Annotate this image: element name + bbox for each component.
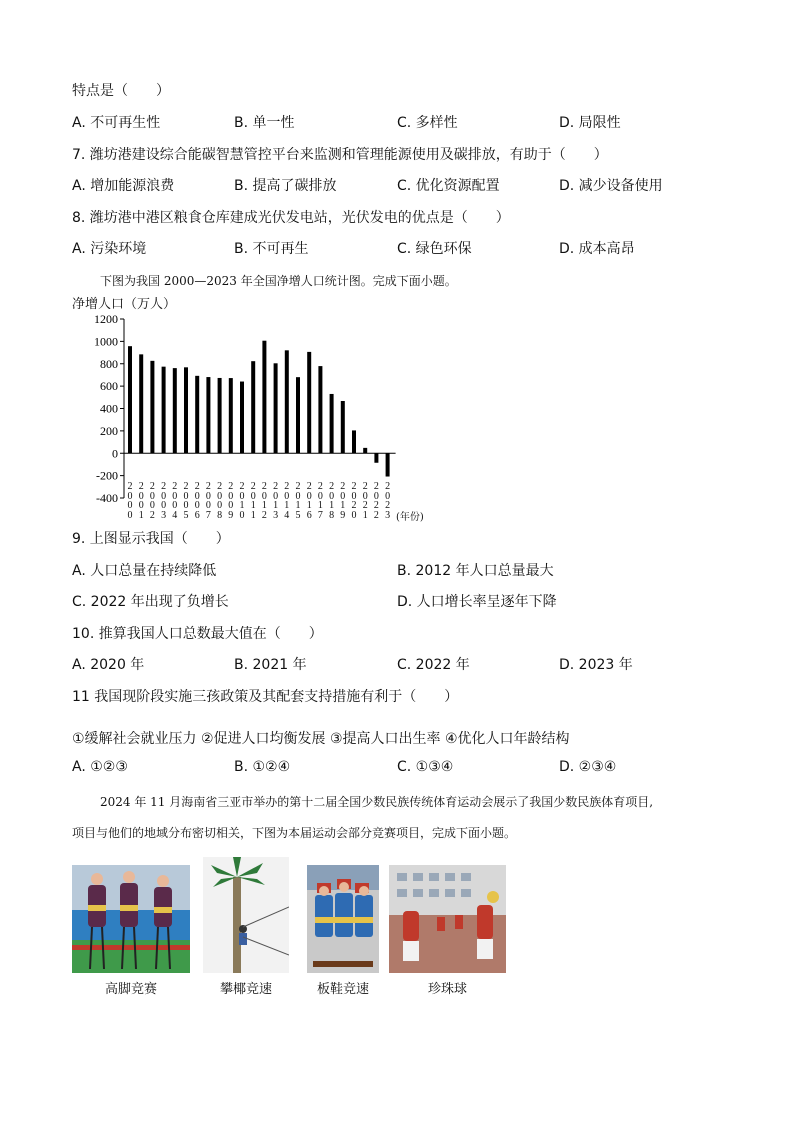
year-label-digit: 2 bbox=[172, 481, 178, 492]
y-tick-label: 1200 bbox=[94, 312, 118, 326]
year-label-digit: 0 bbox=[172, 490, 178, 502]
year-label-digit: 0 bbox=[351, 509, 357, 521]
year-label-digit: 2 bbox=[183, 481, 189, 492]
year-label-digit: 0 bbox=[127, 509, 133, 521]
year-label-digit: 2 bbox=[261, 509, 267, 521]
year-label-digit: 6 bbox=[306, 509, 312, 521]
year-label-digit: 2 bbox=[250, 481, 256, 492]
year-label-digit: 2 bbox=[194, 481, 200, 492]
year-label-digit: 1 bbox=[261, 500, 267, 511]
year-label-digit: 0 bbox=[273, 490, 279, 502]
q8-option-a: A. 污染环境 bbox=[72, 241, 147, 257]
year-label-digit: 0 bbox=[205, 490, 211, 502]
y-tick-label: -200 bbox=[96, 468, 118, 483]
bar-2021 bbox=[363, 448, 367, 453]
year-label-digit: 1 bbox=[317, 500, 323, 511]
bar-2007 bbox=[206, 377, 210, 453]
q11-option-a: A. ①②③ bbox=[72, 759, 128, 775]
year-label-digit: 4 bbox=[172, 509, 178, 521]
year-label-digit: 9 bbox=[228, 509, 234, 521]
q6-stem: 特点是（ ） bbox=[72, 83, 170, 99]
year-label-digit: 2 bbox=[329, 481, 335, 492]
year-label-digit: 0 bbox=[183, 490, 189, 502]
year-label-digit: 0 bbox=[149, 500, 155, 511]
year-label-digit: 2 bbox=[306, 481, 312, 492]
year-label-digit: 3 bbox=[161, 509, 167, 521]
photo-caption-2: 攀椰竞速 bbox=[219, 982, 272, 997]
year-label-digit: 0 bbox=[217, 500, 223, 511]
photo-board-shoe-race bbox=[307, 865, 379, 973]
q11-option-b: B. ①②④ bbox=[234, 759, 291, 775]
year-label-digit: 5 bbox=[295, 509, 301, 521]
year-label-digit: 0 bbox=[317, 490, 323, 502]
year-label-digit: 3 bbox=[385, 509, 391, 521]
q10-option-d: D. 2023 年 bbox=[559, 657, 633, 673]
y-tick-label: 200 bbox=[100, 423, 118, 438]
year-label-digit: 2 bbox=[295, 481, 301, 492]
year-label-digit: 2 bbox=[385, 481, 391, 492]
year-label-digit: 6 bbox=[194, 509, 200, 521]
year-label-digit: 2 bbox=[205, 481, 211, 492]
bar-2004 bbox=[173, 368, 177, 453]
year-label-digit: 0 bbox=[194, 490, 200, 502]
year-label-digit: 0 bbox=[329, 490, 335, 502]
bar-2002 bbox=[150, 361, 154, 453]
bar-2014 bbox=[285, 350, 289, 453]
year-label-digit: 2 bbox=[284, 481, 290, 492]
year-label-digit: 0 bbox=[295, 490, 301, 502]
year-label-digit: 2 bbox=[228, 481, 234, 492]
year-label-digit: 2 bbox=[149, 509, 155, 521]
q7-option-d: D. 减少设备使用 bbox=[559, 178, 663, 194]
year-label-digit: 0 bbox=[183, 500, 189, 511]
q6-option-a: A. 不可再生性 bbox=[72, 115, 161, 131]
bar-2023 bbox=[386, 453, 390, 476]
year-label-digit: 2 bbox=[261, 481, 267, 492]
q8-option-c: C. 绿色环保 bbox=[397, 241, 472, 257]
year-label-digit: 0 bbox=[138, 500, 144, 511]
bar-2001 bbox=[139, 354, 143, 453]
year-label-digit: 9 bbox=[340, 509, 346, 521]
year-label-digit: 5 bbox=[183, 509, 189, 521]
year-label-digit: 1 bbox=[239, 500, 245, 511]
q7-stem: 7. 潍坊港建设综合能碳智慧管控平台来监测和管理能源使用及碳排放，有助于（ ） bbox=[72, 147, 608, 163]
year-label-digit: 2 bbox=[217, 481, 223, 492]
q6-option-c: C. 多样性 bbox=[397, 115, 458, 131]
year-label-digit: 7 bbox=[317, 509, 323, 521]
bar-2019 bbox=[341, 401, 345, 453]
year-label-digit: 2 bbox=[239, 481, 245, 492]
y-tick-label: 1000 bbox=[94, 334, 118, 349]
q9-option-b: B. 2012 年人口总量最大 bbox=[397, 563, 554, 579]
year-label-digit: 1 bbox=[295, 500, 301, 511]
q10-stem: 10. 推算我国人口总数最大值在（ ） bbox=[72, 626, 323, 642]
year-label-digit: 0 bbox=[217, 490, 223, 502]
year-label-digit: 2 bbox=[351, 481, 357, 492]
year-label-digit: 4 bbox=[284, 509, 290, 521]
y-tick-label: -400 bbox=[96, 491, 118, 505]
year-label-digit: 1 bbox=[250, 500, 256, 511]
year-label-digit: 2 bbox=[373, 481, 379, 492]
q9-option-d: D. 人口增长率呈逐年下降 bbox=[397, 594, 557, 610]
y-tick-label: 400 bbox=[100, 401, 118, 416]
bar-2020 bbox=[352, 430, 356, 453]
q10-option-c: C. 2022 年 bbox=[397, 657, 470, 673]
year-label-digit: 2 bbox=[161, 481, 167, 492]
year-label-digit: 0 bbox=[284, 490, 290, 502]
chart-intro: 下图为我国 2000—2023 年全国净增人口统计图。完成下面小题。 bbox=[100, 274, 457, 288]
bar-2010 bbox=[240, 382, 244, 454]
year-label-digit: 2 bbox=[385, 500, 391, 511]
year-label-digit: 1 bbox=[284, 500, 290, 511]
year-label-digit: 1 bbox=[306, 500, 312, 511]
bar-2009 bbox=[229, 378, 233, 453]
year-label-digit: 0 bbox=[239, 509, 245, 521]
year-label-digit: 0 bbox=[161, 500, 167, 511]
year-label-digit: 0 bbox=[149, 490, 155, 502]
q6-option-d: D. 局限性 bbox=[559, 115, 621, 131]
q11-statements: ①缓解社会就业压力 ②促进人口均衡发展 ③提高人口出生率 ④优化人口年龄结构 bbox=[72, 731, 570, 747]
q11-option-d: D. ②③④ bbox=[559, 759, 617, 775]
year-label-digit: 0 bbox=[205, 500, 211, 511]
year-label-digit: 2 bbox=[351, 500, 357, 511]
q8-stem: 8. 潍坊港中港区粮食仓库建成光伏发电站，光伏发电的优点是（ ） bbox=[72, 210, 510, 226]
year-label-digit: 3 bbox=[273, 509, 279, 521]
chart-ylabel: 净增人口（万人） bbox=[72, 297, 177, 312]
year-label-digit: 0 bbox=[385, 490, 391, 502]
year-label-digit: 0 bbox=[250, 490, 256, 502]
year-label-digit: 0 bbox=[127, 490, 133, 502]
bar-2006 bbox=[195, 376, 199, 453]
year-label-digit: 2 bbox=[362, 500, 368, 511]
year-label-digit: 0 bbox=[228, 500, 234, 511]
year-label-digit: 1 bbox=[329, 500, 335, 511]
q7-option-c: C. 优化资源配置 bbox=[397, 178, 500, 194]
year-label-digit: 1 bbox=[340, 500, 346, 511]
year-label-digit: 8 bbox=[329, 509, 335, 521]
sports-intro-line2: 项目与他们的地域分布密切相关，下图为本届运动会部分竞赛项目，完成下面小题。 bbox=[72, 826, 517, 840]
q8-option-d: D. 成本高昂 bbox=[559, 241, 635, 257]
year-label-digit: 1 bbox=[250, 509, 256, 521]
bar-2015 bbox=[296, 377, 300, 453]
year-label-digit: 0 bbox=[261, 490, 267, 502]
q9-stem: 9. 上图显示我国（ ） bbox=[72, 531, 230, 547]
year-label-digit: 0 bbox=[161, 490, 167, 502]
q11-option-c: C. ①③④ bbox=[397, 759, 454, 775]
sports-intro-line1: 2024 年 11 月海南省三亚市举办的第十二届全国少数民族传统体育运动会展示了我国少数民族体育项目, bbox=[100, 795, 654, 809]
q10-option-a: A. 2020 年 bbox=[72, 657, 145, 673]
year-label-digit: 0 bbox=[351, 490, 357, 502]
q10-option-b: B. 2021 年 bbox=[234, 657, 307, 673]
year-label-digit: 0 bbox=[373, 490, 379, 502]
bar-2022 bbox=[374, 453, 378, 463]
bar-2013 bbox=[274, 363, 278, 453]
q6-option-b: B. 单一性 bbox=[234, 115, 295, 131]
year-label-digit: 0 bbox=[127, 500, 133, 511]
q7-option-b: B. 提高了碳排放 bbox=[234, 178, 337, 194]
bar-2000 bbox=[128, 346, 132, 453]
year-label-digit: 1 bbox=[362, 509, 368, 521]
year-label-digit: 7 bbox=[205, 509, 211, 521]
year-label-digit: 2 bbox=[273, 481, 279, 492]
photo-stilt-race bbox=[72, 865, 190, 973]
q7-option-a: A. 增加能源浪费 bbox=[72, 178, 175, 194]
year-label-digit: 2 bbox=[373, 500, 379, 511]
q9-option-a: A. 人口总量在持续降低 bbox=[72, 563, 217, 579]
photo-pearl-ball bbox=[389, 865, 506, 973]
year-label-digit: 8 bbox=[217, 509, 223, 521]
photo-caption-1: 高脚竞赛 bbox=[104, 982, 157, 997]
photo-caption-3: 板鞋竞速 bbox=[316, 982, 369, 997]
year-label-digit: 2 bbox=[138, 481, 144, 492]
year-label-digit: 2 bbox=[127, 481, 133, 492]
bar-2003 bbox=[162, 367, 166, 454]
year-label-digit: 2 bbox=[149, 481, 155, 492]
q9-option-c: C. 2022 年出现了负增长 bbox=[72, 594, 229, 610]
year-label-digit: 0 bbox=[340, 490, 346, 502]
year-label-digit: 1 bbox=[273, 500, 279, 511]
year-label-digit: 0 bbox=[172, 500, 178, 511]
year-label-digit: 2 bbox=[362, 481, 368, 492]
year-label-digit: 0 bbox=[362, 490, 368, 502]
year-label-digit: 0 bbox=[194, 500, 200, 511]
y-tick-label: 800 bbox=[100, 356, 118, 371]
year-label-digit: 1 bbox=[138, 509, 144, 521]
y-tick-label: 0 bbox=[112, 446, 118, 461]
bar-2018 bbox=[330, 394, 334, 453]
q8-option-b: B. 不可再生 bbox=[234, 241, 309, 257]
bar-2008 bbox=[218, 378, 222, 453]
year-label-digit: 0 bbox=[138, 490, 144, 502]
year-label-digit: 0 bbox=[239, 490, 245, 502]
photo-caption-4: 珍珠球 bbox=[427, 982, 467, 997]
bar-2017 bbox=[318, 366, 322, 453]
bar-2005 bbox=[184, 367, 188, 453]
photo-coconut-climb bbox=[203, 857, 289, 973]
bar-2012 bbox=[262, 341, 266, 454]
q11-stem: 11 我国现阶段实施三孩政策及其配套支持措施有利于（ ） bbox=[72, 689, 459, 705]
year-label-digit: 2 bbox=[373, 509, 379, 521]
bar-2016 bbox=[307, 352, 311, 453]
bar-2011 bbox=[251, 361, 255, 453]
y-tick-label: 600 bbox=[100, 379, 118, 394]
year-label-digit: 0 bbox=[306, 490, 312, 502]
chart-xlabel: (年份) bbox=[396, 512, 424, 523]
year-label-digit: 2 bbox=[317, 481, 323, 492]
year-label-digit: 0 bbox=[228, 490, 234, 502]
year-label-digit: 2 bbox=[340, 481, 346, 492]
